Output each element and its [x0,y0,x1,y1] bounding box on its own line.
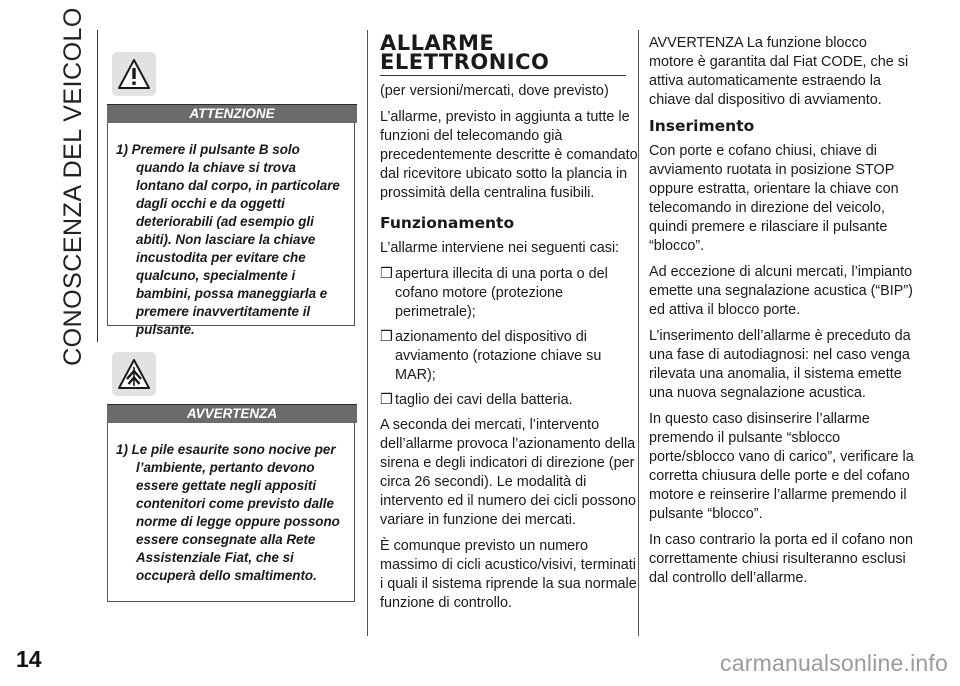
warning-item: 1) Le pile esaurite sono nocive per l’ambiente, pertanto devono essere gettate negli appositi contenitori come previsto dalle norme di legge oppure possono essere consegnate alla Rete Assistenziale Fiat, che si occuperà dello smaltimento. [116,442,340,583]
list-item [380,265,642,322]
case-text: taglio dei cavi della batteria. [395,392,573,408]
operation-heading: Funzionamento [380,214,515,232]
warning-icon-box [112,352,156,396]
alarm-heading-line1: ALLARME [380,31,495,55]
alarm-paragraph: A seconda dei mercati, l’intervento dell’allarme provoca l’azionamento della sirena e degli indicatori di direzione (per circa 26 secondi). Le modalità di intervento ed il numero dei cicli possono variare in funzione dei mercati. [380,417,636,528]
alarm-subtitle: (per versioni/mercati, dove previsto) [380,83,609,99]
attention-title: ATTENZIONE [189,106,275,121]
warning-title-bar [107,404,357,423]
case-text: apertura illecita di una porta o del cofano motore (protezione perimetrale); [395,266,608,320]
warning-box [107,423,355,602]
checkbox-bullet-icon: ❒ [380,392,393,408]
exclamation-triangle-icon [117,58,151,90]
recycle-environment-icon [117,358,151,390]
column-arming [649,34,915,595]
alarm-heading-line2: ELETTRONICO [380,50,550,74]
side-title-rule [97,30,98,342]
watermark-text: carmanualsonline.info [720,650,948,676]
alarm-heading [380,31,642,74]
case-text: azionamento del dispositivo di avviamento (rotazione chiave su MAR); [395,329,602,383]
checkbox-bullet-icon: ❒ [380,266,393,282]
warning-title: AVVERTENZA [186,406,278,421]
list-item [380,391,642,410]
arming-paragraph: In caso contrario la porta ed il cofano non correttamente chiusi risulteranno esclusi dal controllo dell’allarme. [649,532,913,586]
attention-title-bar [107,104,357,123]
arming-paragraph: Con porte e cofano chiusi, chiave di avviamento ruotata in posizione STOP oppure estratta, orientare la chiave con telecomando in direzione del veicolo, quindi premere e rilasciare il pulsante “blocco”. [649,143,899,254]
immobilizer-note: AVVERTENZA La funzione blocco motore è garantita dal Fiat CODE, che si attiva automaticamente estraendo la chiave dal dispositivo di avviamento. [649,35,909,108]
alarm-intro: L’allarme, previsto in aggiunta a tutte le funzioni del telecomando già precedentemente descritte è comandato dal ricevitore ubicato sotto la plancia in prossimità della centralina fusibili. [380,109,638,201]
attention-box [107,123,355,337]
operation-intro: L’allarme interviene nei seguenti casi: [380,240,620,256]
attention-icon-box [112,52,156,96]
alarm-cases-list [380,265,642,410]
side-section-title-text: CONOSCENZA DEL VEICOLO [58,6,87,366]
arming-heading: Inserimento [649,117,755,135]
list-item [380,328,642,385]
checkbox-bullet-icon: ❒ [380,329,393,345]
arming-paragraph: L’inserimento dell’allarme è preceduto da una fase di autodiagnosi: nel caso venga rilevata una anomalia, il sistema emette una nuova segnalazione acustica. [649,328,911,401]
attention-item: 1) Premere il pulsante B solo quando la chiave si trova lontano dal corpo, in particolare dagli occhi e da oggetti deteriorabili (ad esempio gli abiti). Non lasciare la chiave incustodita per evitare che qualcuno, specialmente i bambini, possa maneggiarla e premere inavvertitamente il pulsante. [116,142,340,337]
page-number: 14 [16,646,42,672]
side-section-title [58,6,88,366]
arming-paragraph: In questo caso disinserire l’allarme premendo il pulsante “sblocco porte/sblocco vano di carico”, verificare la corretta chiusura delle porte e del cofano motore e reinserire l’allarme premendo il pulsante “blocco”. [649,411,914,522]
alarm-paragraph: È comunque previsto un numero massimo di cicli acustico/visivi, terminati i quali il sistema riprende la sua normale funzione di controllo. [380,538,637,611]
arming-paragraph: Ad eccezione di alcuni mercati, l’impianto emette una segnalazione acustica (“BIP”) ed attiva il blocco porte. [649,264,913,318]
column-alarm [380,31,642,620]
column-divider-1 [367,30,368,636]
alarm-heading-rule [380,75,626,76]
